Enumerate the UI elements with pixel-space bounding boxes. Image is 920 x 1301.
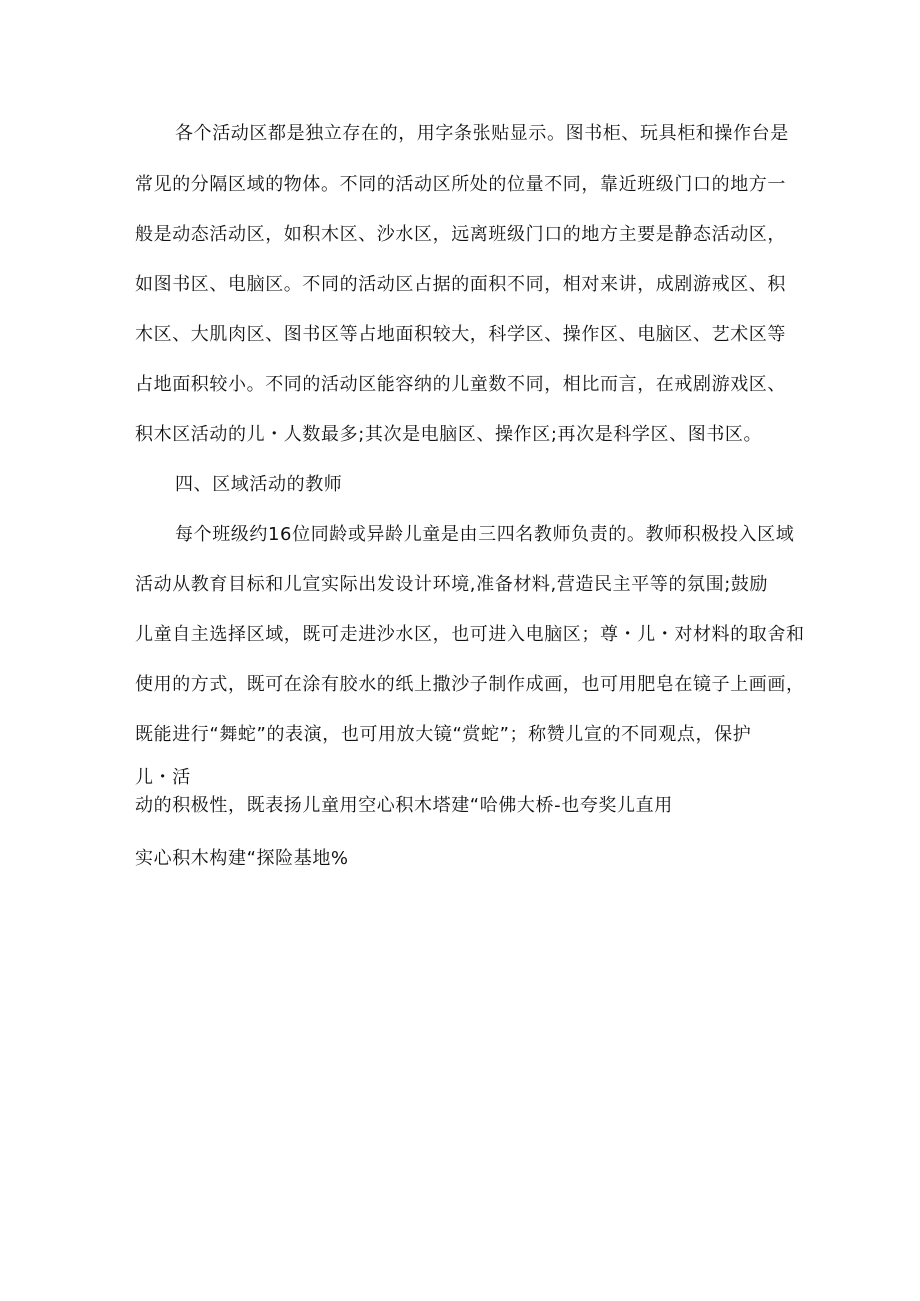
paragraph-2-line-1: 每个班级约16位同龄或异龄儿童是由三四名教师负责的。教师积极投入区域 <box>175 524 795 545</box>
paragraph-2-line-2: 活动从教育目标和儿宣实际出发设计环境,准备材料,营造民主平等的氛围;鼓励 <box>135 574 769 595</box>
section-heading: 四、区域活动的教师 <box>175 474 343 495</box>
paragraph-2-line-6: 儿・活 <box>135 767 191 788</box>
paragraph-1-line-3: 般是动态活动区，如积木区、沙水区，远离班级门口的地方主要是静态活动区， <box>135 224 786 245</box>
paragraph-1-line-4: 如图书区、电脑区。不同的活动区占据的面积不同，相对来讲，成剧游戒区、积 <box>135 274 786 295</box>
paragraph-2-line-8: 实心积木构建“探险基地% <box>135 848 349 869</box>
paragraph-2-line-3: 儿童自主选择区域，既可走进沙水区，也可进入电脑区；尊・儿・对材料的取舍和 <box>135 624 805 645</box>
paragraph-1-line-2: 常见的分隔区域的物体。不同的活动区所处的位量不同，靠近班级门口的地方一 <box>135 174 786 195</box>
paragraph-1-line-1: 各个活动区都是独立存在的，用字条张贴显示。图书柜、玩具柜和操作台是 <box>175 123 789 144</box>
paragraph-2-line-7: 动的积极性，既表扬儿童用空心积木塔建“哈佛大桥-也夸奖儿直用 <box>135 795 673 816</box>
paragraph-1-line-6: 占地面积较小。不同的活动区能容纳的儿童数不同，相比而言，在戒剧游戏区、 <box>135 374 786 395</box>
paragraph-1-line-7: 积木区活动的儿・人数最多;其次是电脑区、操作区;再次是科学区、图书区。 <box>135 424 763 445</box>
paragraph-2-line-5: 既能进行“舞蛇”的表演，也可用放大镜“赏蛇”；称赞儿宣的不同观点，保护 <box>135 724 752 745</box>
paragraph-1-line-5: 木区、大肌肉区、图书区等占地面积较大，科学区、操作区、电脑区、艺术区等 <box>135 324 786 345</box>
paragraph-2-line-4: 使用的方式，既可在涂有胶水的纸上撒沙子制作成画，也可用肥皂在镜子上画画， <box>135 674 805 695</box>
